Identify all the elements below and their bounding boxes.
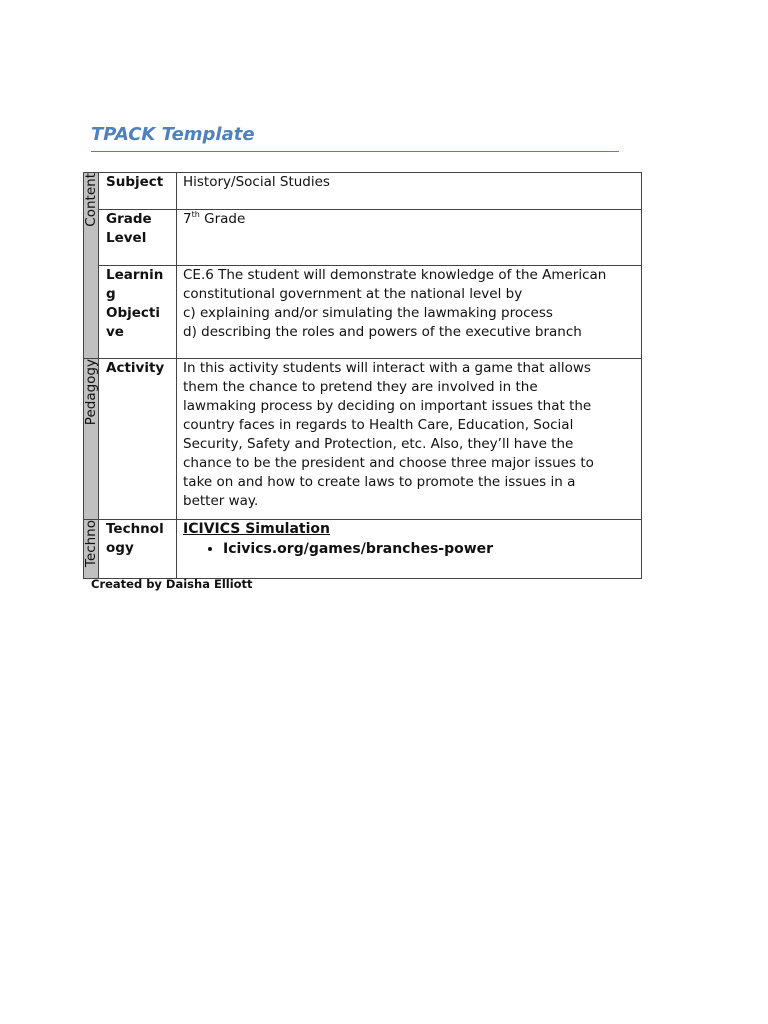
table-row-learning-objective bbox=[84, 266, 642, 359]
learning-line: c) explaining and/or simulating the lawmaking process bbox=[183, 305, 553, 321]
technology-content-cell bbox=[177, 520, 642, 579]
technology-label-cell bbox=[99, 520, 177, 579]
activity-line: chance to be the president and choose three major issues to bbox=[183, 455, 594, 471]
activity-label-cell bbox=[99, 359, 177, 520]
pedagogy-side-label: Pedagogy bbox=[83, 359, 99, 426]
created-by-credit: Created by Daisha Elliott bbox=[91, 577, 253, 591]
activity-description-cell bbox=[177, 359, 642, 520]
technology-title: ICIVICS Simulation bbox=[183, 521, 330, 537]
table-row-subject bbox=[84, 173, 642, 210]
content-side-label: Content bbox=[83, 173, 99, 227]
subject-value-cell bbox=[177, 173, 642, 210]
grade-label-line-1: Grade bbox=[106, 211, 152, 227]
grade-value bbox=[183, 210, 635, 229]
tpack-table bbox=[83, 172, 642, 579]
activity-line: country faces in regards to Health Care, Education, Social bbox=[183, 417, 574, 433]
activity-label: Activity bbox=[106, 360, 165, 376]
table-row-grade bbox=[84, 210, 642, 266]
learning-line: d) describing the roles and powers of the executive branch bbox=[183, 324, 582, 340]
learning-label-line-4: ve bbox=[106, 324, 124, 340]
activity-line: lawmaking process by deciding on important issues that the bbox=[183, 398, 592, 414]
activity-line: better way. bbox=[183, 493, 259, 509]
activity-line: Security, Safety and Protection, etc. Also, they’ll have the bbox=[183, 436, 574, 452]
technology-link[interactable]: • Icivics.org/games/branches-power bbox=[223, 540, 635, 559]
learning-label-cell bbox=[99, 266, 177, 359]
grade-label-cell bbox=[99, 210, 177, 266]
grade-number: 7 bbox=[183, 211, 192, 227]
technology-side-label: Techno bbox=[83, 520, 99, 568]
content-side-cell bbox=[84, 173, 99, 359]
learning-line: constitutional government at the national level by bbox=[183, 286, 523, 302]
learning-label-line-1: Learnin bbox=[106, 267, 164, 283]
technology-label-line-2: ogy bbox=[106, 540, 134, 556]
learning-label-line-2: g bbox=[106, 286, 116, 302]
grade-suffix: th bbox=[191, 210, 200, 219]
technology-label-line-1: Technol bbox=[106, 521, 164, 537]
subject-label-cell bbox=[99, 173, 177, 210]
subject-label: Subject bbox=[106, 174, 164, 190]
learning-label-line-3: Objecti bbox=[106, 305, 161, 321]
activity-line: In this activity students will interact with a game that allows bbox=[183, 360, 591, 376]
grade-value-cell bbox=[177, 210, 642, 266]
document-title: TPACK Template bbox=[91, 124, 255, 145]
title-underline bbox=[91, 151, 619, 152]
subject-value: History/Social Studies bbox=[183, 174, 330, 190]
technology-link-list bbox=[183, 540, 635, 559]
grade-word: Grade bbox=[199, 211, 246, 227]
learning-line: CE.6 The student will demonstrate knowledge of the American bbox=[183, 267, 607, 283]
activity-line: them the chance to pretend they are involved in the bbox=[183, 379, 538, 395]
grade-label-line-2: Level bbox=[106, 230, 147, 246]
technology-side-cell bbox=[84, 520, 99, 579]
activity-line: take on and how to create laws to promote the issues in a bbox=[183, 474, 576, 490]
table-row-activity bbox=[84, 359, 642, 520]
learning-objective-cell bbox=[177, 266, 642, 359]
pedagogy-side-cell bbox=[84, 359, 99, 520]
table-row-technology bbox=[84, 520, 642, 579]
